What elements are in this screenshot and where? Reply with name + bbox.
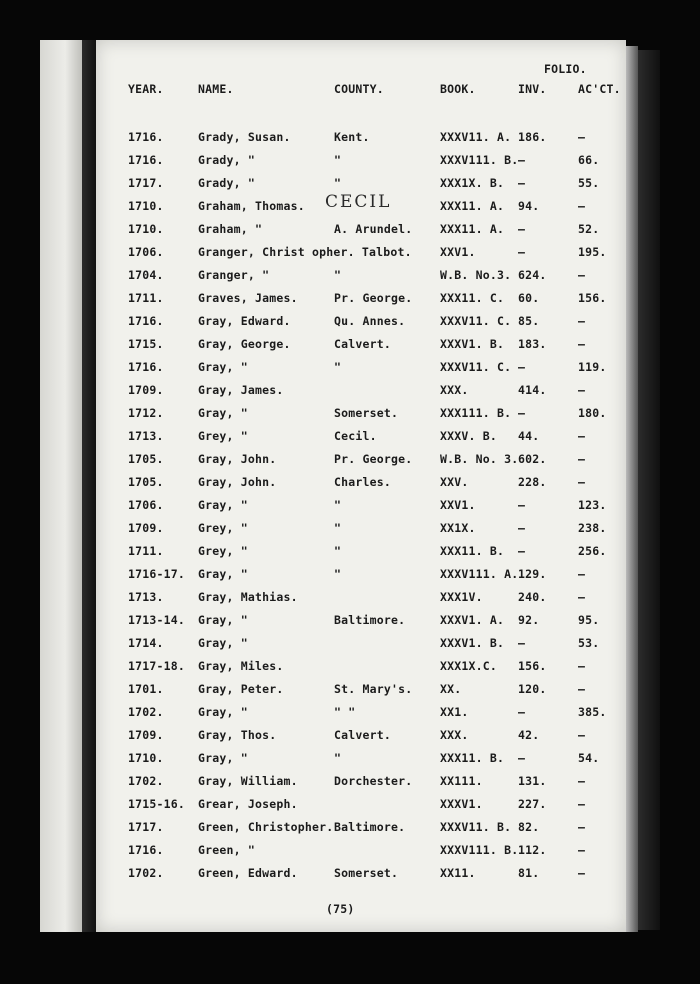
- acct-cell: —: [578, 866, 586, 880]
- year-cell: 1710.: [128, 222, 164, 236]
- year-cell: 1713.: [128, 429, 164, 443]
- year-cell: 1713-14.: [128, 613, 185, 627]
- acct-cell: 123.: [578, 498, 607, 512]
- name-cell: Gray, ": [198, 705, 248, 719]
- year-cell: 1717.: [128, 820, 164, 834]
- acct-cell: —: [578, 774, 586, 788]
- book-cell: XXXV11. C.: [440, 360, 512, 374]
- name-cell: Graham, ": [198, 222, 263, 236]
- county-cell: Somerset.: [334, 406, 399, 420]
- inv-cell: 82.: [518, 820, 540, 834]
- year-cell: 1709.: [128, 728, 164, 742]
- inv-cell: 42.: [518, 728, 540, 742]
- name-cell: Gray, ": [198, 360, 248, 374]
- table-row: [0, 797, 700, 813]
- table-row: [0, 866, 700, 882]
- name-cell: Grady, ": [198, 153, 255, 167]
- book-cell: XXV1.: [440, 245, 476, 259]
- name-cell: Gray, John.: [198, 475, 277, 489]
- year-cell: 1702.: [128, 774, 164, 788]
- county-cell: Baltimore.: [334, 613, 406, 627]
- table-row: [0, 337, 700, 353]
- county-cell: Calvert.: [334, 728, 391, 742]
- name-cell: Granger, ": [198, 268, 270, 282]
- page-number: (75): [326, 902, 355, 916]
- name-cell: Grey, ": [198, 544, 248, 558]
- year-cell: 1716.: [128, 843, 164, 857]
- table-row: [0, 383, 700, 399]
- year-cell: 1706.: [128, 498, 164, 512]
- inv-cell: 414.: [518, 383, 547, 397]
- inv-cell: 240.: [518, 590, 547, 604]
- table-row: [0, 728, 700, 744]
- acct-cell: —: [578, 268, 586, 282]
- name-cell: Gray, ": [198, 406, 248, 420]
- book-cell: XXXV111. A.: [440, 567, 519, 581]
- inv-cell: 228.: [518, 475, 547, 489]
- county-cell: Pr. George.: [334, 291, 413, 305]
- table-row: [0, 245, 700, 261]
- name-cell: Gray, ": [198, 498, 248, 512]
- acct-cell: —: [578, 728, 586, 742]
- inv-cell: —: [518, 705, 526, 719]
- inv-cell: —: [518, 636, 526, 650]
- table-row: [0, 774, 700, 790]
- table-row: [0, 268, 700, 284]
- acct-cell: —: [578, 337, 586, 351]
- book-cell: XXXV1. B.: [440, 337, 505, 351]
- county-cell: St. Mary's.: [334, 682, 413, 696]
- table-row: [0, 613, 700, 629]
- acct-cell: 195.: [578, 245, 607, 259]
- acct-cell: 54.: [578, 751, 600, 765]
- folio-label: FOLIO.: [544, 62, 587, 76]
- table-row: [0, 521, 700, 537]
- book-cell: XXX11. A.: [440, 199, 505, 213]
- book-cell: XXX11. C.: [440, 291, 505, 305]
- inv-cell: 92.: [518, 613, 540, 627]
- inv-cell: —: [518, 498, 526, 512]
- inv-cell: 183.: [518, 337, 547, 351]
- table-row: [0, 291, 700, 307]
- header-book: BOOK.: [440, 82, 476, 96]
- acct-cell: 52.: [578, 222, 600, 236]
- acct-cell: —: [578, 314, 586, 328]
- book-cell: XX1X.: [440, 521, 476, 535]
- county-cell: Qu. Annes.: [334, 314, 406, 328]
- inv-cell: 227.: [518, 797, 547, 811]
- book-cell: XXX11. B.: [440, 751, 505, 765]
- name-cell: Gray, William.: [198, 774, 298, 788]
- inv-cell: 44.: [518, 429, 540, 443]
- table-row: [0, 820, 700, 836]
- book-cell: XXXV11. B.: [440, 820, 512, 834]
- inv-cell: —: [518, 176, 526, 190]
- acct-cell: 180.: [578, 406, 607, 420]
- year-cell: 1706.: [128, 245, 164, 259]
- header-inv: INV.: [518, 82, 547, 96]
- year-cell: 1711.: [128, 291, 164, 305]
- county-cell: Baltimore.: [334, 820, 406, 834]
- year-cell: 1716.: [128, 130, 164, 144]
- county-cell: ": [334, 751, 342, 765]
- acct-cell: 256.: [578, 544, 607, 558]
- acct-cell: 95.: [578, 613, 600, 627]
- county-cell: ": [334, 176, 342, 190]
- county-cell: ": [334, 153, 342, 167]
- county-cell: A. Arundel.: [334, 222, 413, 236]
- year-cell: 1705.: [128, 452, 164, 466]
- book-cell: XXX1V.: [440, 590, 483, 604]
- county-cell: Charles.: [334, 475, 391, 489]
- acct-cell: —: [578, 199, 586, 213]
- table-row: [0, 199, 700, 215]
- book-cell: W.B. No. 3.: [440, 452, 519, 466]
- county-cell: ": [334, 268, 342, 282]
- acct-cell: —: [578, 682, 586, 696]
- table-row: [0, 360, 700, 376]
- acct-cell: —: [578, 797, 586, 811]
- name-cell: Grey, ": [198, 429, 248, 443]
- county-cell: ": [334, 360, 342, 374]
- name-cell: Graham, Thomas.: [198, 199, 305, 213]
- county-cell: Calvert.: [334, 337, 391, 351]
- name-cell: Grady, ": [198, 176, 255, 190]
- table-row: [0, 567, 700, 583]
- header-name: NAME.: [198, 82, 234, 96]
- acct-cell: —: [578, 590, 586, 604]
- county-cell: " ": [334, 705, 356, 719]
- inv-cell: —: [518, 544, 526, 558]
- year-cell: 1716.: [128, 153, 164, 167]
- table-row: [0, 406, 700, 422]
- county-cell: Pr. George.: [334, 452, 413, 466]
- year-cell: 1704.: [128, 268, 164, 282]
- inv-cell: —: [518, 245, 526, 259]
- inv-cell: 602.: [518, 452, 547, 466]
- acct-cell: —: [578, 820, 586, 834]
- county-cell: Cecil.: [334, 429, 377, 443]
- inv-cell: 81.: [518, 866, 540, 880]
- acct-cell: 55.: [578, 176, 600, 190]
- book-cell: XX11.: [440, 866, 476, 880]
- name-cell: Grear, Joseph.: [198, 797, 298, 811]
- acct-cell: —: [578, 429, 586, 443]
- acct-cell: —: [578, 843, 586, 857]
- table-row: [0, 636, 700, 652]
- inv-cell: 94.: [518, 199, 540, 213]
- acct-cell: —: [578, 452, 586, 466]
- year-cell: 1715-16.: [128, 797, 185, 811]
- inv-cell: 156.: [518, 659, 547, 673]
- county-cell: Dorchester.: [334, 774, 413, 788]
- name-cell: Gray, ": [198, 567, 248, 581]
- name-cell: Gray, John.: [198, 452, 277, 466]
- name-cell: Gray, ": [198, 613, 248, 627]
- year-cell: 1702.: [128, 705, 164, 719]
- county-cell: ": [334, 567, 342, 581]
- book-cell: XXX1X. B.: [440, 176, 505, 190]
- table-row: [0, 705, 700, 721]
- table-row: [0, 544, 700, 560]
- year-cell: 1710.: [128, 751, 164, 765]
- book-cell: XXXV11. C.: [440, 314, 512, 328]
- acct-cell: 156.: [578, 291, 607, 305]
- county-cell: Kent.: [334, 130, 370, 144]
- table-row: [0, 153, 700, 169]
- inv-cell: —: [518, 406, 526, 420]
- name-cell: Gray, George.: [198, 337, 291, 351]
- name-cell: Grey, ": [198, 521, 248, 535]
- table-row: [0, 659, 700, 675]
- name-cell: Green, ": [198, 843, 255, 857]
- book-cell: XXXV111. B.: [440, 153, 519, 167]
- book-cell: XXXV1. B.: [440, 636, 505, 650]
- year-cell: 1701.: [128, 682, 164, 696]
- name-cell: Green, Edward.: [198, 866, 298, 880]
- year-cell: 1717.: [128, 176, 164, 190]
- table-row: [0, 130, 700, 146]
- year-cell: 1716.: [128, 314, 164, 328]
- book-cell: W.B. No.3.: [440, 268, 512, 282]
- inv-cell: —: [518, 360, 526, 374]
- book-cell: XXXV111. B.: [440, 843, 519, 857]
- name-cell: Gray, ": [198, 636, 248, 650]
- acct-cell: 238.: [578, 521, 607, 535]
- inv-cell: —: [518, 751, 526, 765]
- table-row: [0, 590, 700, 606]
- acct-cell: 385.: [578, 705, 607, 719]
- inv-cell: —: [518, 153, 526, 167]
- header-acct: AC'CT.: [578, 82, 621, 96]
- year-cell: 1702.: [128, 866, 164, 880]
- name-cell: Green, Christopher.: [198, 820, 334, 834]
- year-cell: 1717-18.: [128, 659, 185, 673]
- book-cell: XX111.: [440, 774, 483, 788]
- year-cell: 1715.: [128, 337, 164, 351]
- table-row: [0, 498, 700, 514]
- inv-cell: —: [518, 521, 526, 535]
- name-cell: Granger, Christ opher. Talbot.: [198, 245, 412, 259]
- year-cell: 1714.: [128, 636, 164, 650]
- inv-cell: 60.: [518, 291, 540, 305]
- year-cell: 1713.: [128, 590, 164, 604]
- book-cell: XX.: [440, 682, 462, 696]
- name-cell: Gray, Thos.: [198, 728, 277, 742]
- acct-cell: —: [578, 567, 586, 581]
- table-row: [0, 314, 700, 330]
- table-row: [0, 452, 700, 468]
- book-cell: XXX11. A.: [440, 222, 505, 236]
- inv-cell: 85.: [518, 314, 540, 328]
- year-cell: 1716-17.: [128, 567, 185, 581]
- acct-cell: 119.: [578, 360, 607, 374]
- year-cell: 1712.: [128, 406, 164, 420]
- header-year: YEAR.: [128, 82, 164, 96]
- inv-cell: —: [518, 222, 526, 236]
- inv-cell: 186.: [518, 130, 547, 144]
- book-cell: XXX11. B.: [440, 544, 505, 558]
- table-row: [0, 682, 700, 698]
- book-cell: XX1.: [440, 705, 469, 719]
- book-cell: XXV1.: [440, 498, 476, 512]
- name-cell: Gray, Miles.: [198, 659, 284, 673]
- inv-cell: 112.: [518, 843, 547, 857]
- name-cell: Gray, James.: [198, 383, 284, 397]
- inv-cell: 129.: [518, 567, 547, 581]
- year-cell: 1709.: [128, 521, 164, 535]
- table-row: [0, 176, 700, 192]
- name-cell: Gray, Mathias.: [198, 590, 298, 604]
- acct-cell: 66.: [578, 153, 600, 167]
- header-county: COUNTY.: [334, 82, 384, 96]
- table-row: [0, 843, 700, 859]
- acct-cell: —: [578, 383, 586, 397]
- table-row: [0, 222, 700, 238]
- year-cell: 1705.: [128, 475, 164, 489]
- county-cell: Somerset.: [334, 866, 399, 880]
- acct-cell: 53.: [578, 636, 600, 650]
- county-cell: ": [334, 498, 342, 512]
- name-cell: Gray, ": [198, 751, 248, 765]
- book-cell: XXV.: [440, 475, 469, 489]
- name-cell: Gray, Peter.: [198, 682, 284, 696]
- name-cell: Gray, Edward.: [198, 314, 291, 328]
- name-cell: Graves, James.: [198, 291, 298, 305]
- year-cell: 1716.: [128, 360, 164, 374]
- year-cell: 1711.: [128, 544, 164, 558]
- acct-cell: —: [578, 659, 586, 673]
- acct-cell: —: [578, 475, 586, 489]
- inv-cell: 120.: [518, 682, 547, 696]
- book-cell: XXX.: [440, 728, 469, 742]
- county-cell: ": [334, 521, 342, 535]
- table-row: [0, 429, 700, 445]
- name-cell: Grady, Susan.: [198, 130, 291, 144]
- book-cell: XXXV11. A.: [440, 130, 512, 144]
- year-cell: 1709.: [128, 383, 164, 397]
- county-cell: ": [334, 544, 342, 558]
- book-cell: XXX111. B.: [440, 406, 512, 420]
- book-cell: XXX.: [440, 383, 469, 397]
- inv-cell: 131.: [518, 774, 547, 788]
- handwritten-note: CECIL: [325, 192, 392, 212]
- inv-cell: 624.: [518, 268, 547, 282]
- acct-cell: —: [578, 130, 586, 144]
- table-row: [0, 751, 700, 767]
- table-row: [0, 475, 700, 491]
- book-cell: XXXV. B.: [440, 429, 497, 443]
- book-cell: XXXV1.: [440, 797, 483, 811]
- book-cell: XXXV1. A.: [440, 613, 505, 627]
- book-cell: XXX1X.C.: [440, 659, 497, 673]
- year-cell: 1710.: [128, 199, 164, 213]
